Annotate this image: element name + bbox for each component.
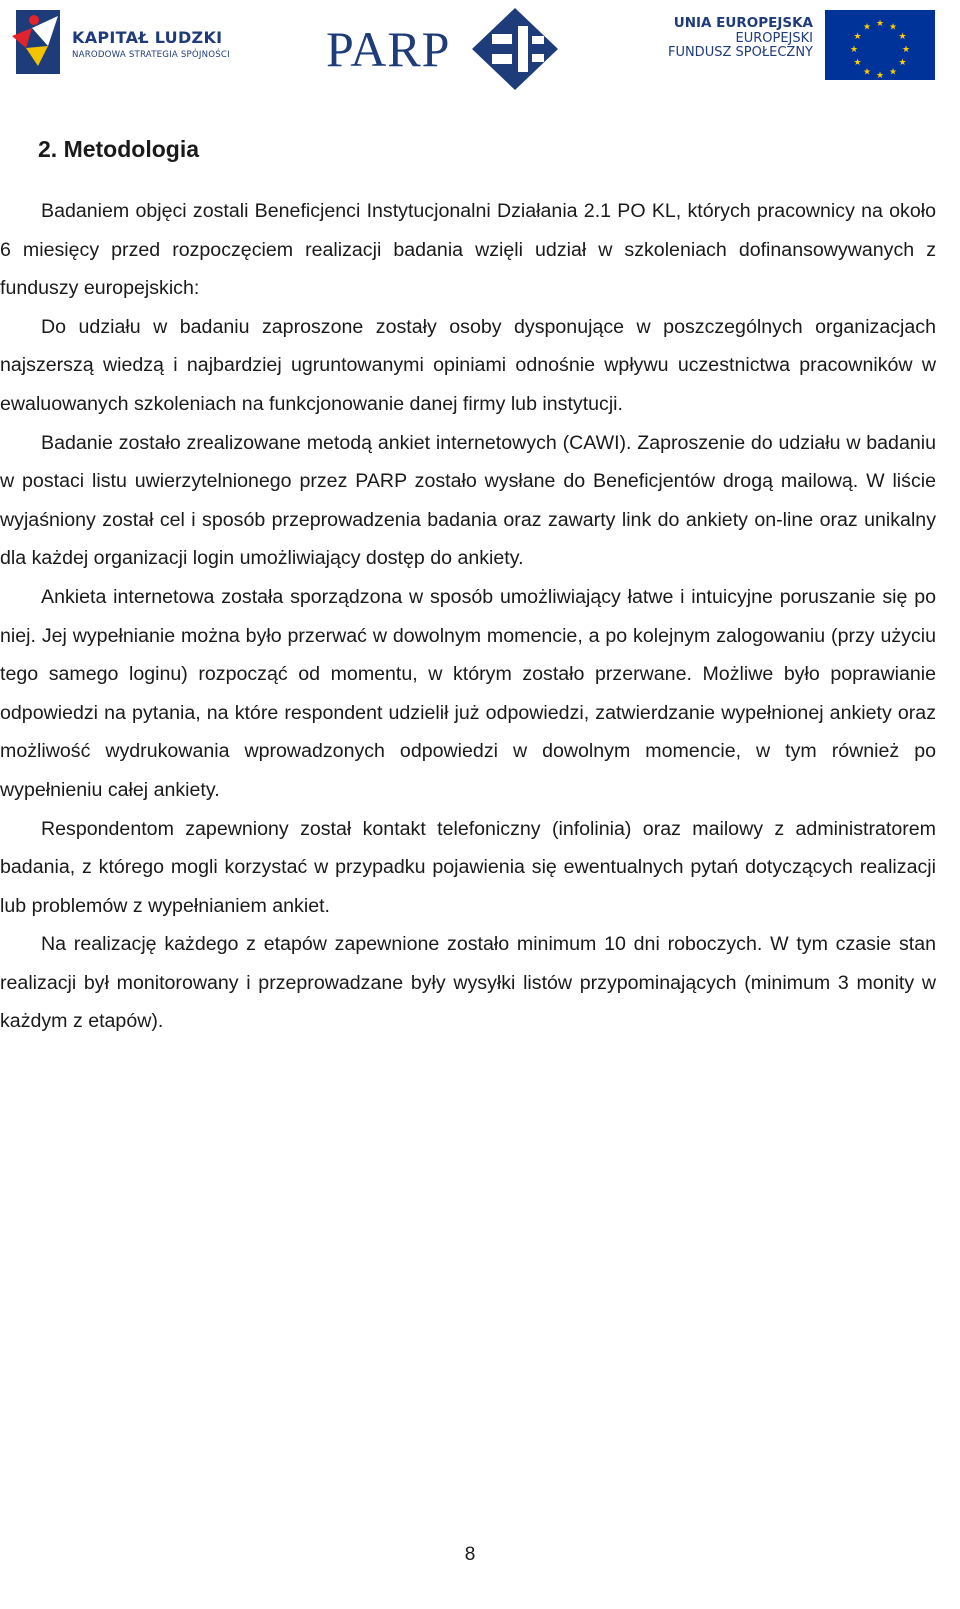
svg-text:★: ★ — [875, 19, 885, 29]
svg-text:★: ★ — [853, 58, 862, 68]
svg-text:★: ★ — [862, 22, 872, 33]
paragraph-1: Badaniem objęci zostali Beneficjenci Instytucjonalni Działania 2.1 PO KL, których pracownicy na około 6 miesięcy przed rozpoczęciem realizacji badania wzięli udział w szkoleniach dofinansowywanych z funduszy europejskich: — [0, 200, 936, 300]
eu-line-1: UNIA EUROPEJSKA — [673, 15, 813, 31]
parp-logo — [326, 6, 566, 90]
kapital-ludzki-emblem-icon — [12, 6, 68, 78]
paragraph-6: Na realizację każdego z etapów zapewnione zostało minimum 10 dni roboczych. W tym czasie stan realizacji był monitorowany i przeprowadzane były wysyłki listów przypominających (minimum 3 monity w każdym z etapów). — [0, 933, 936, 1033]
eu-logo — [660, 10, 935, 82]
svg-text:★: ★ — [849, 45, 859, 55]
parp-title: PARP — [326, 21, 451, 77]
paragraph-4: Ankieta internetowa została sporządzona w sposób umożliwiający łatwe i intuicyjne poruszanie się po niej. Jej wypełnianie można było przerwać w dowolnym momencie, a po kolejnym zalogowaniu (przy użyciu tego samego loginu) rozpocząć od momentu, w którym zostało przerwane. Możliwe było poprawianie odpowiedzi na pytania, na które respondent udzielił już odpowiedzi, zatwierdzanie wypełnionej ankiety oraz możliwość wydrukowania wprowadzonych odpowiedzi w dowolnym momencie, w tym również po wypełnieniu całej ankiety. — [0, 585, 936, 801]
eu-flag-icon — [825, 10, 935, 80]
section-body — [0, 192, 936, 1041]
svg-text:★: ★ — [875, 71, 885, 80]
svg-text:★: ★ — [888, 67, 898, 78]
paragraph-2: Do udziału w badaniu zaproszone zostały osoby dysponujące w poszczególnych organizacjach najszerszą wiedzą i najbardziej ugruntowanymi opiniami odnośnie wpływu uczestnictwa pracowników w ewaluowanych szkoleniach na funkcjonowanie danej firmy lub instytucji. — [0, 315, 936, 415]
svg-text:★: ★ — [862, 67, 872, 78]
paragraph-3: Badanie zostało zrealizowane metodą ankiet internetowych (CAWI). Zaproszenie do udziału w badaniu w postaci listu uwierzytelnionego przez PARP zostało wysłane do Beneficjentów drogą mailową. W liście wyjaśniony został cel i sposób przeprowadzenia badania oraz zawarty link do ankiety on-line oraz unikalny dla każdej organizacji login umożliwiający dostęp do ankiety. — [0, 431, 936, 570]
eu-line-3: FUNDUSZ SPOŁECZNY — [667, 45, 813, 61]
svg-text:★: ★ — [898, 58, 907, 68]
section-heading: 2. Metodologia — [38, 136, 199, 162]
kapital-ludzki-subtitle: NARODOWA STRATEGIA SPÓJNOŚCI — [72, 50, 230, 60]
svg-text:★: ★ — [853, 32, 862, 42]
paragraph-5: Respondentom zapewniony został kontakt telefoniczny (infolinia) oraz mailowy z administratorem badania, z którego mogli korzystać w przypadku pojawienia się ewentualnych pytań dotyczących realizacji lub problemów z wypełnianiem ankiet. — [0, 817, 936, 917]
kapital-ludzki-logo — [12, 6, 252, 78]
page-number: 8 — [464, 1544, 476, 1565]
svg-text:★: ★ — [888, 22, 898, 33]
eu-line-2: EUROPEJSKI — [735, 30, 813, 46]
header-logos — [0, 0, 960, 100]
svg-text:★: ★ — [898, 32, 907, 42]
svg-text:★: ★ — [901, 45, 911, 55]
kapital-ludzki-title: KAPITAŁ LUDZKI — [72, 28, 223, 47]
parp-diamond-icon — [470, 6, 560, 92]
